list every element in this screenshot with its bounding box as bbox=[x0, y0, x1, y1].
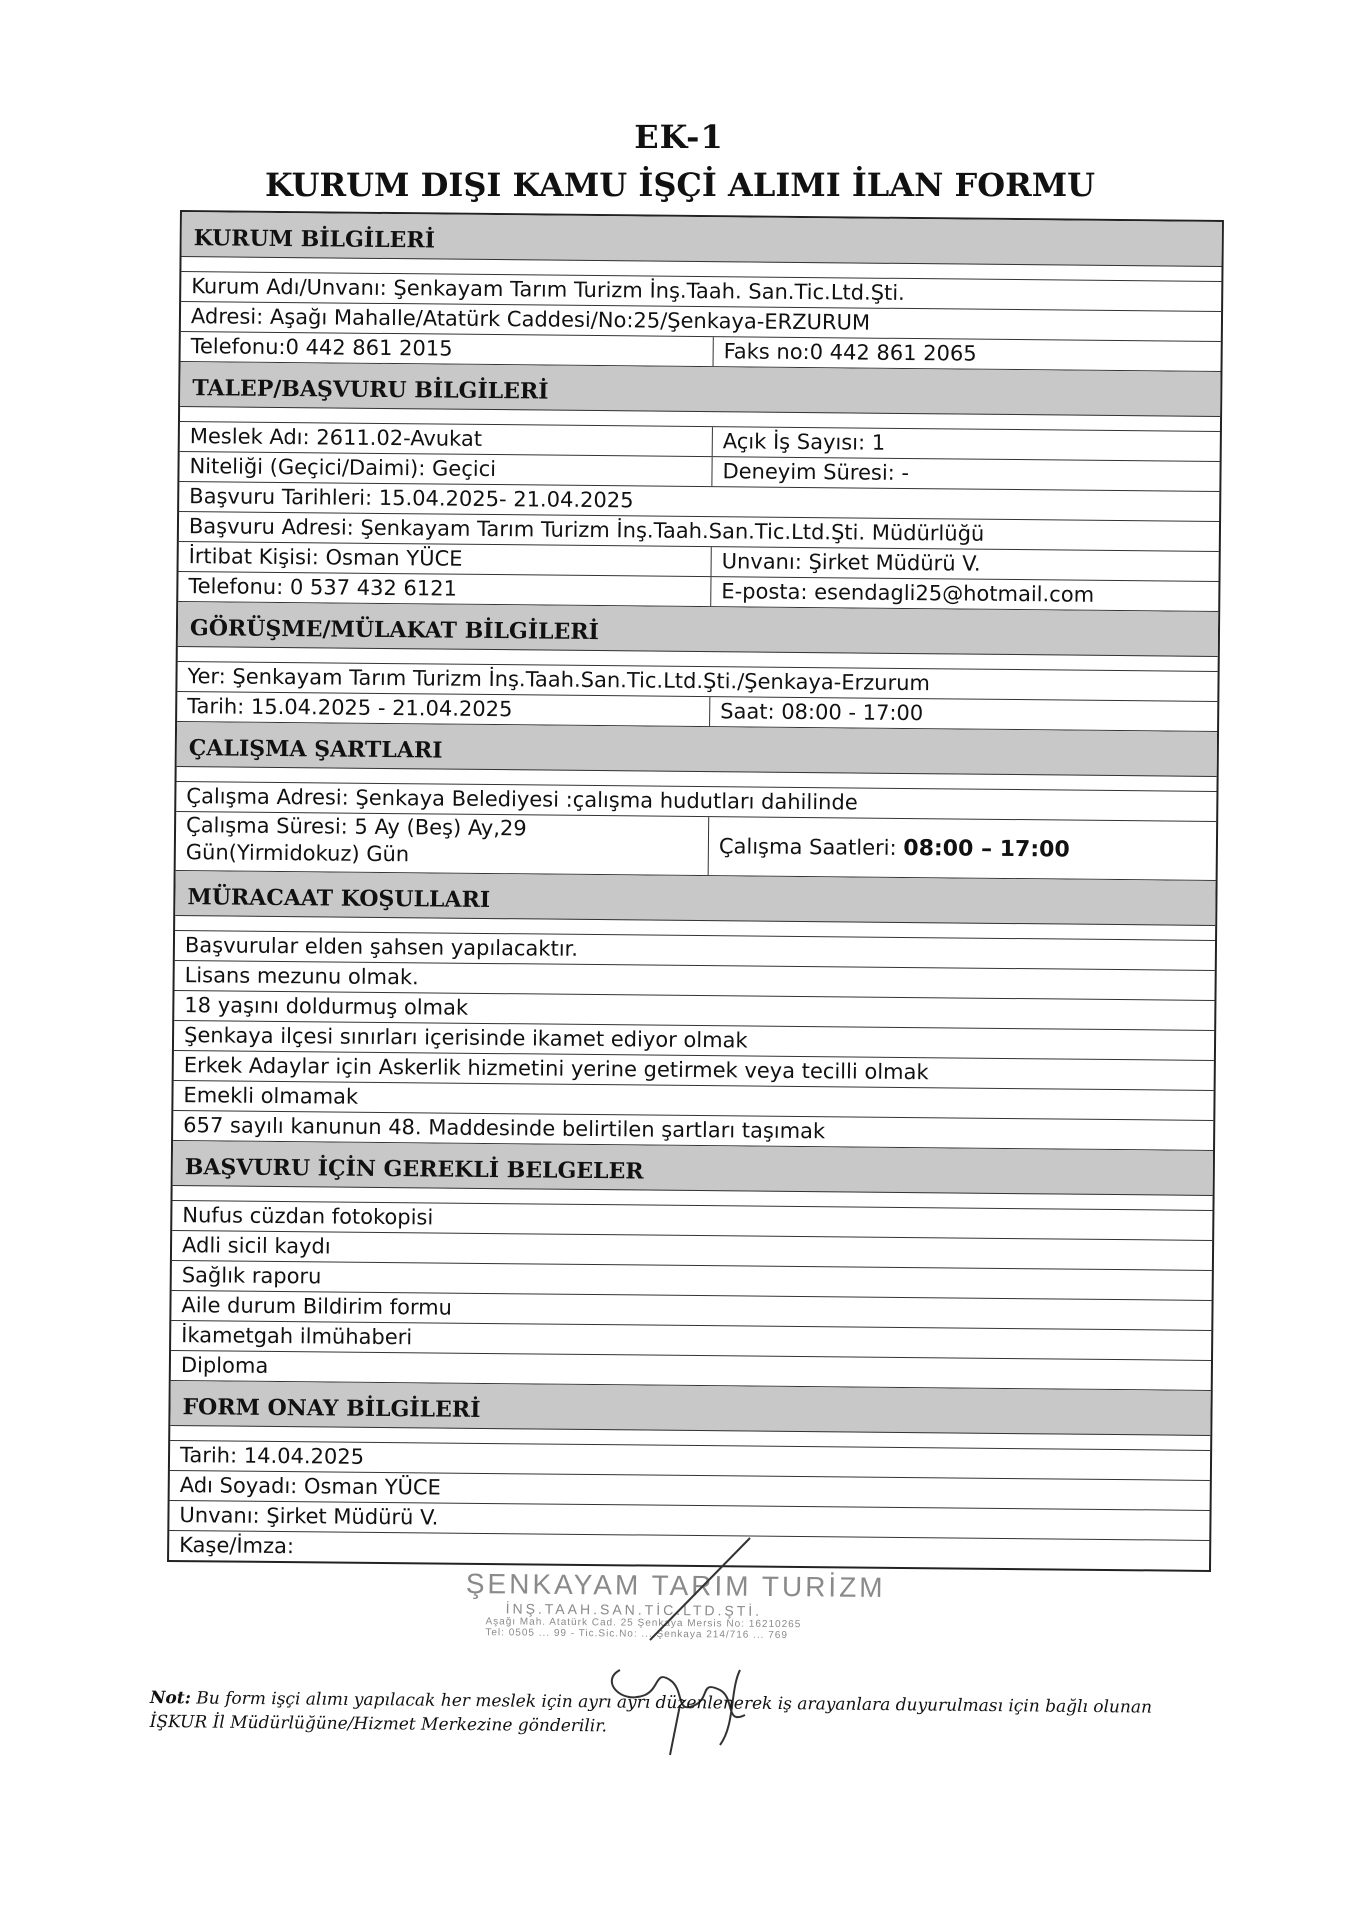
section-talep-header: TALEP/BAŞVURU BİLGİLERİ bbox=[180, 362, 1220, 417]
kurum-adi-field: Kurum Adı/Unvanı: Şenkayam Tarım Turizm İnş.Taah. San.Tic.Ltd.Şti. bbox=[191, 274, 905, 305]
irtibat-telefon-field: Telefonu: 0 537 432 6121 bbox=[188, 574, 458, 601]
form-row bbox=[176, 812, 1217, 881]
irtibat-unvan-field: Unvanı: Şirket Müdürü V. bbox=[711, 547, 1219, 581]
stamp-company-name: ŞENKAYAM TARIM TURİZM bbox=[465, 1568, 886, 1604]
gorusme-tarih-field: Tarih: 15.04.2025 - 21.04.2025 bbox=[187, 694, 513, 722]
muracaat-condition: Emekli olmamak bbox=[183, 1083, 359, 1109]
required-document: Aile durum Bildirim formu bbox=[181, 1293, 453, 1320]
calisma-saatleri-value: 08:00 – 17:00 bbox=[903, 835, 1070, 863]
kase-imza-field: Kaşe/İmza: bbox=[179, 1533, 295, 1559]
calisma-saatleri-label: Çalışma Saatleri: bbox=[718, 834, 904, 860]
kurum-adres-field: Adresi: Aşağı Mahalle/Atatürk Caddesi/No:25/Şenkaya-ERZURUM bbox=[190, 304, 871, 335]
required-document: Nufus cüzdan fotokopisi bbox=[182, 1203, 434, 1230]
calisma-suresi-field bbox=[176, 812, 709, 875]
note-text: Bu form işçi alımı yapılacak her meslek için ayrı ayrı düzenlenerek iş arayanlara duyurulması için bağlı olunan İŞKUR İl Müdürlüğüne/Hizmet Merkezine gönderilir. bbox=[149, 1688, 1153, 1737]
section-belgeler-header: BAŞVURU İÇİN GEREKLİ BELGELER bbox=[173, 1141, 1213, 1196]
page-label: EK-1 bbox=[634, 118, 724, 156]
acik-is-field: Açık İş Sayısı: 1 bbox=[712, 427, 1220, 461]
muracaat-condition: 657 sayılı kanunun 48. Maddesinde belirtilen şartları taşımak bbox=[183, 1113, 826, 1144]
calisma-adresi-field: Çalışma Adresi: Şenkaya Belediyesi :çalışma hudutları dahilinde bbox=[186, 784, 858, 815]
basvuru-tarihleri-field: Başvuru Tarihleri: 15.04.2025- 21.04.2025 bbox=[189, 484, 634, 513]
page-title: KURUM DIŞI KAMU İŞÇİ ALIMI İLAN FORMU bbox=[264, 166, 1096, 204]
muracaat-condition: Başvurular elden şahsen yapılacaktır. bbox=[184, 933, 579, 961]
gorusme-saat-field: Saat: 08:00 - 17:00 bbox=[709, 697, 1217, 731]
section-calisma-header: ÇALIŞMA ŞARTLARI bbox=[177, 722, 1217, 777]
basvuru-adresi-field: Başvuru Adresi: Şenkayam Tarım Turizm İnş.Taah.San.Tic.Ltd.Şti. Müdürlüğü bbox=[188, 514, 985, 546]
muracaat-condition: Lisans mezunu olmak. bbox=[184, 963, 419, 990]
meslek-field: Meslek Adı: 2611.02-Avukat bbox=[189, 424, 483, 451]
deneyim-field: Deneyim Süresi: - bbox=[711, 457, 1219, 491]
muracaat-condition: Erkek Adaylar için Askerlik hizmetini yerine getirmek veya tecilli olmak bbox=[183, 1053, 929, 1085]
onay-tarih-field: Tarih: 14.04.2025 bbox=[179, 1443, 365, 1469]
section-kurum-header: KURUM BİLGİLERİ bbox=[182, 212, 1222, 267]
stamp-company-type: İNŞ.TAAH.SAN.TİC.LTD.ŞTİ. bbox=[505, 1600, 763, 1619]
section-muracaat-header: MÜRACAAT KOŞULLARI bbox=[175, 871, 1215, 926]
calisma-suresi-line1: Çalışma Süresi: 5 Ay (Beş) Ay,29 bbox=[185, 813, 527, 841]
note-label: Not: bbox=[149, 1687, 191, 1709]
stamp-address: Aşağı Mah. Atatürk Cad. 25 Şenkaya Mersis No: 16210265 bbox=[485, 1616, 802, 1631]
calisma-suresi-line2: Gün(Yirmidokuz) Gün bbox=[185, 840, 410, 867]
irtibat-kisisi-field: İrtibat Kişisi: Osman YÜCE bbox=[188, 544, 463, 571]
muracaat-condition: Şenkaya ilçesi sınırları içerisinde ikamet ediyor olmak bbox=[183, 1023, 748, 1053]
required-document: Diploma bbox=[180, 1353, 269, 1378]
onay-adi-soyadi-field: Adı Soyadı: Osman YÜCE bbox=[179, 1473, 442, 1500]
kurum-telefon-field: Telefonu:0 442 861 2015 bbox=[190, 334, 453, 361]
section-onay-header: FORM ONAY BİLGİLERİ bbox=[170, 1381, 1210, 1436]
section-gorusme-header: GÖRÜŞME/MÜLAKAT BİLGİLERİ bbox=[178, 602, 1218, 657]
announcement-form bbox=[167, 210, 1224, 1572]
nitelik-field: Niteliği (Geçici/Daimi): Geçici bbox=[189, 454, 497, 482]
kurum-faks-field: Faks no:0 442 861 2065 bbox=[713, 337, 1221, 371]
required-document: İkametgah ilmühaberi bbox=[181, 1323, 413, 1350]
stamp-contact: Tel: 0505 ... 99 - Tic.Sic.No: ... Şenkaya 214/716 ... 769 bbox=[485, 1627, 789, 1642]
calisma-saatleri-field bbox=[708, 817, 1217, 880]
eposta-field: E-posta: esendagli25@hotmail.com bbox=[710, 577, 1218, 611]
required-document: Adli sicil kaydı bbox=[181, 1233, 331, 1259]
required-document: Sağlık raporu bbox=[181, 1263, 322, 1289]
gorusme-yer-field: Yer: Şenkayam Tarım Turizm İnş.Taah.San.Tic.Ltd.Şti./Şenkaya-Erzurum bbox=[187, 664, 931, 696]
form-footnote bbox=[150, 1686, 1210, 1744]
onay-unvan-field: Unvanı: Şirket Müdürü V. bbox=[179, 1503, 439, 1530]
muracaat-condition: 18 yaşını doldurmuş olmak bbox=[184, 993, 469, 1020]
